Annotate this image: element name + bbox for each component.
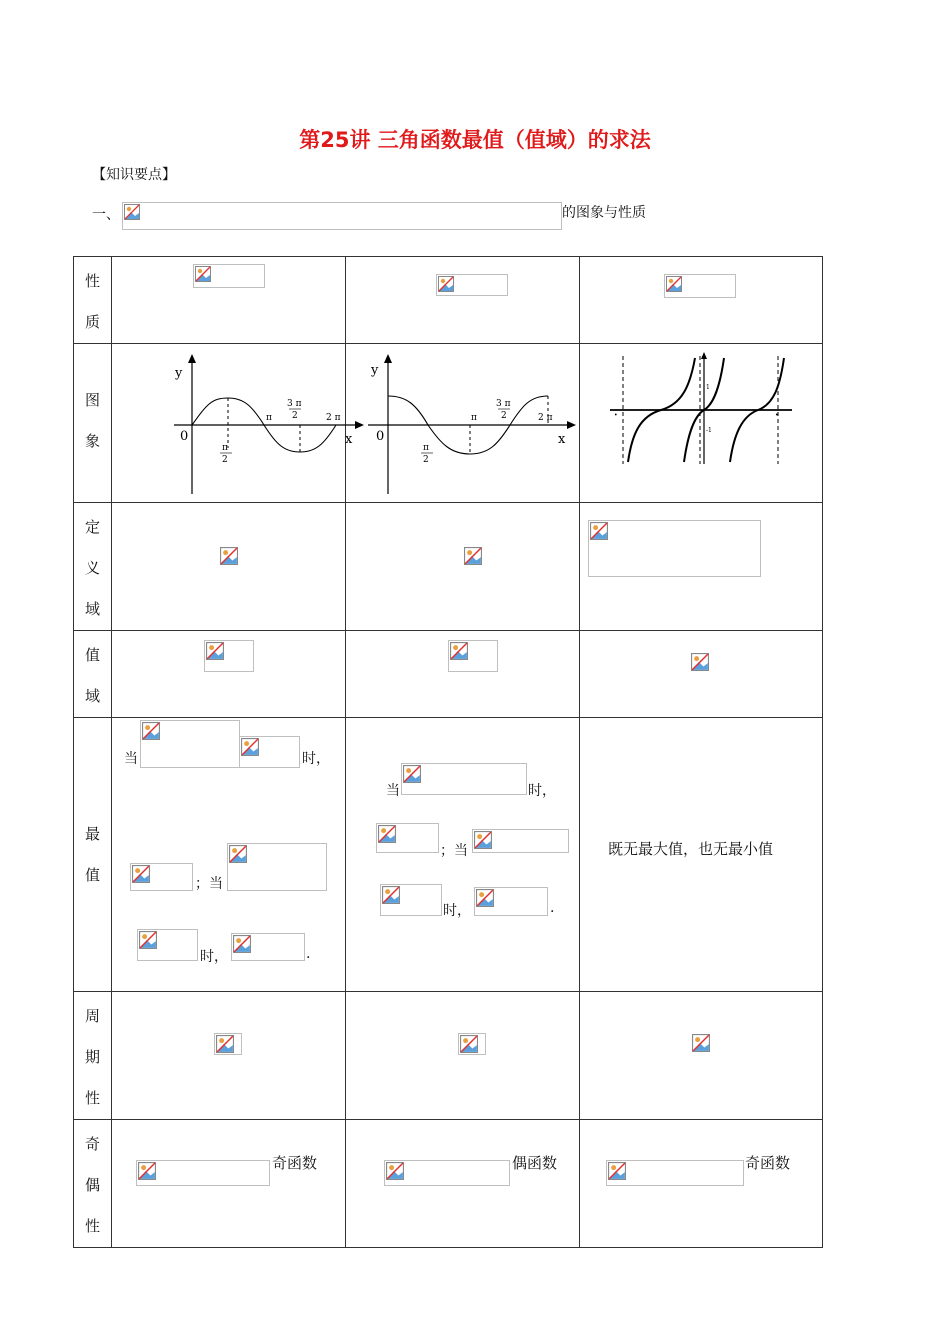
cell-domain-cos (346, 503, 580, 631)
broken-image-icon (464, 547, 482, 565)
broken-image-icon (386, 1162, 404, 1180)
formula-image (474, 887, 548, 916)
svg-text:2: 2 (292, 411, 298, 421)
broken-image-icon (206, 642, 224, 660)
row-label-domain: 定 义 域 (74, 503, 112, 631)
parity-text: 奇函数 (745, 1154, 791, 1172)
row-label-period: 周 期 性 (74, 992, 112, 1120)
broken-image-icon (233, 935, 251, 953)
extreme-tan-text: 既无最大值，也无最小值 (608, 840, 774, 858)
cell-period-tan (580, 992, 823, 1120)
row-label-extreme: 最 值 (74, 718, 112, 992)
extreme-text: 时， (302, 751, 330, 767)
formula-image (376, 823, 439, 853)
svg-text:π: π (423, 443, 429, 453)
cell-extreme-sin (112, 718, 346, 992)
svg-text:x: x (345, 432, 353, 447)
cell-graph-tan (580, 344, 823, 503)
svg-text:π: π (222, 443, 228, 453)
cell-range-tan (580, 631, 823, 718)
broken-image-icon (608, 1162, 626, 1180)
formula-image (664, 274, 736, 298)
properties-table (73, 256, 823, 1248)
broken-image-icon (138, 1162, 156, 1180)
svg-text:2 π: 2 π (326, 413, 341, 423)
cell-domain-tan (580, 503, 823, 631)
svg-text:0: 0 (180, 429, 189, 444)
broken-image-icon (139, 931, 157, 949)
cell-parity-cos (346, 1120, 580, 1248)
row-label-parity: 奇 偶 性 (74, 1120, 112, 1248)
formula-image (214, 1033, 242, 1055)
svg-text:2: 2 (423, 455, 429, 465)
tan-graph (580, 344, 822, 502)
broken-image-icon (241, 738, 259, 756)
formula-image (122, 202, 562, 230)
broken-image-icon (691, 653, 709, 671)
intro-prefix: 一、 (92, 207, 120, 223)
svg-text:2 π: 2 π (538, 413, 553, 423)
formula-image (380, 884, 442, 916)
svg-text:π: π (471, 413, 477, 423)
broken-image-icon (378, 825, 396, 843)
formula-image (136, 1160, 270, 1186)
broken-image-icon (124, 204, 140, 220)
svg-text:x: x (558, 432, 566, 447)
formula-image (204, 640, 254, 672)
svg-text:y: y (371, 363, 379, 378)
cos-graph (346, 344, 579, 502)
formula-image (448, 640, 498, 672)
formula-image (588, 520, 761, 577)
svg-text:3 π: 3 π (287, 399, 302, 409)
cell-prop-cos (346, 257, 580, 344)
svg-text:1: 1 (706, 384, 710, 391)
broken-image-icon (692, 1034, 710, 1052)
extreme-text: 当 (124, 751, 138, 767)
formula-image (227, 843, 327, 891)
svg-text:•: • (614, 412, 618, 419)
extreme-text: . (550, 900, 555, 916)
formula-image (436, 274, 508, 296)
svg-text:π: π (266, 413, 272, 423)
parity-text: 奇函数 (272, 1154, 318, 1172)
broken-image-icon (460, 1035, 478, 1053)
broken-image-icon (476, 889, 494, 907)
extreme-text: 时， (443, 903, 471, 919)
cell-period-cos (346, 992, 580, 1120)
formula-image (384, 1160, 510, 1186)
cell-extreme-tan (580, 718, 823, 992)
formula-image (130, 863, 193, 891)
extreme-text: 时， (528, 783, 556, 799)
formula-image (458, 1033, 486, 1055)
formula-image (193, 264, 265, 288)
extreme-text: ；当 (195, 876, 223, 892)
formula-image (231, 933, 305, 961)
extreme-text: 当 (386, 783, 400, 799)
svg-text:-1: -1 (706, 427, 712, 434)
intro-line (92, 202, 646, 230)
cell-parity-sin (112, 1120, 346, 1248)
broken-image-icon (666, 276, 682, 292)
cell-prop-sin (112, 257, 346, 344)
formula-image (401, 763, 527, 795)
svg-text:•: • (775, 412, 779, 419)
cell-extreme-cos (346, 718, 580, 992)
broken-image-icon (216, 1035, 234, 1053)
row-label-range: 值 域 (74, 631, 112, 718)
extreme-text: . (306, 946, 311, 962)
formula-image (140, 720, 240, 768)
svg-text:0: 0 (376, 429, 385, 444)
broken-image-icon (142, 722, 160, 740)
formula-image (239, 736, 300, 768)
broken-image-icon (229, 845, 247, 863)
extreme-text: 时， (200, 949, 228, 965)
section-heading: 【知识要点】 (92, 167, 176, 183)
broken-image-icon (450, 642, 468, 660)
formula-image (472, 829, 569, 853)
extreme-text: ；当 (440, 843, 468, 859)
svg-text:2: 2 (501, 411, 507, 421)
parity-text: 偶函数 (512, 1154, 558, 1172)
broken-image-icon (590, 522, 608, 540)
broken-image-icon (220, 547, 238, 565)
broken-image-icon (438, 276, 454, 292)
page-title: 第25讲 三角函数最值（值域）的求法 (299, 128, 651, 152)
sin-graph (112, 344, 353, 502)
row-label-prop: 性 质 (74, 257, 112, 344)
formula-image (137, 929, 198, 961)
cell-period-sin (112, 992, 346, 1120)
cell-domain-sin (112, 503, 346, 631)
cell-prop-tan (580, 257, 823, 344)
cell-parity-tan (580, 1120, 823, 1248)
broken-image-icon (132, 865, 150, 883)
svg-text:2: 2 (222, 455, 228, 465)
intro-suffix: 的图象与性质 (562, 205, 646, 221)
row-label-graph: 图 象 (74, 344, 112, 503)
broken-image-icon (195, 266, 211, 282)
cell-graph-cos (346, 344, 580, 503)
cell-range-sin (112, 631, 346, 718)
broken-image-icon (403, 765, 421, 783)
svg-text:y: y (175, 366, 183, 381)
formula-image (606, 1160, 744, 1186)
cell-range-cos (346, 631, 580, 718)
broken-image-icon (474, 831, 492, 849)
svg-text:3 π: 3 π (496, 399, 511, 409)
cell-graph-sin (112, 344, 353, 503)
broken-image-icon (382, 886, 400, 904)
